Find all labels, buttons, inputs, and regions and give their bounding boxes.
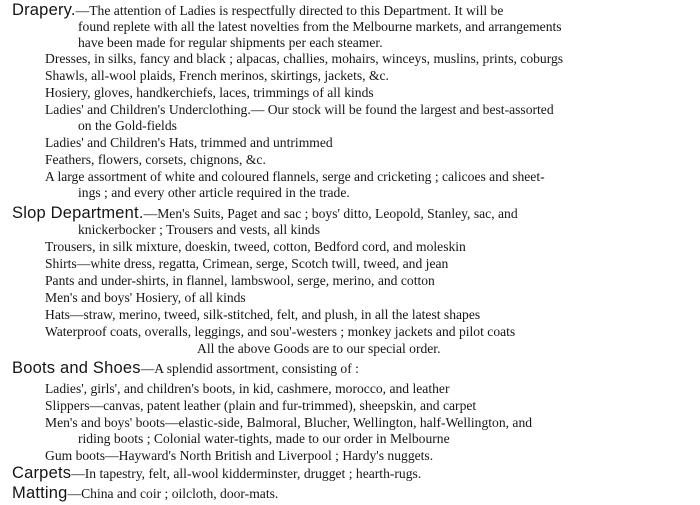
list-item: Shirts—white dress, regatta, Crimean, serge, Scotch twill, tweed, and jean — [45, 256, 449, 271]
list-item: Shawls, all-wool plaids, French merinos, skirtings, jackets, &c. — [45, 68, 389, 83]
carpets-heading-line — [12, 465, 421, 482]
section-heading: Slop Department. — [12, 204, 144, 222]
list-item: ings ; and every other article required in the trade. — [78, 185, 350, 200]
list-item: Ladies' and Children's Hats, trimmed and untrimmed — [45, 135, 333, 150]
list-item: Hosiery, gloves, handkerchiefs, laces, trimmings of all kinds — [45, 85, 374, 100]
list-item: All the above Goods are to our special order. — [197, 341, 441, 356]
list-item: Ladies' and Children's Underclothing.— Our stock will be found the largest and best-assorted — [45, 102, 554, 117]
section-heading: Boots and Shoes — [12, 359, 141, 377]
section-heading: Drapery. — [12, 1, 76, 19]
list-item: Hats—straw, merino, tweed, silk-stitched, felt, and plush, in all the latest shapes — [45, 307, 481, 322]
text-line: knickerbocker ; Trousers and vests, all kinds — [78, 222, 321, 237]
list-item: Waterproof coats, overalls, leggings, and sou'-westers ; monkey jackets and pilot coats — [45, 324, 516, 339]
list-item: Pants and under-shirts, in flannel, lambswool, serge, merino, and cotton — [45, 273, 435, 288]
matting-heading-line — [12, 485, 278, 502]
section-heading: Carpets — [12, 464, 72, 482]
list-item: Dresses, in silks, fancy and black ; alpacas, challies, mohairs, winceys, muslins, prints, coburgs — [45, 51, 564, 66]
list-item: Gum boots—Hayward's North British and Liverpool ; Hardy's nuggets. — [45, 448, 434, 463]
section-intro: —China and coir ; oilcloth, door-mats. — [67, 486, 279, 501]
section-intro: —A splendid assortment, consisting of : — [140, 361, 359, 376]
list-item: Feathers, flowers, corsets, chignons, &c. — [45, 152, 266, 167]
slop-heading-line — [12, 205, 518, 222]
list-item: Trousers, in silk mixture, doeskin, tweed, cotton, Bedford cord, and moleskin — [45, 239, 466, 254]
text-line: have been made for regular shipments per each steamer. — [78, 35, 383, 50]
drapery-heading-line — [12, 2, 503, 19]
list-item: on the Gold-fields — [78, 118, 177, 133]
boots-heading-line — [12, 360, 359, 377]
list-item: riding boots ; Colonial water-tights, made to our order in Melbourne — [78, 431, 450, 446]
list-item: Ladies', girls', and children's boots, in kid, cashmere, morocco, and leather — [45, 381, 450, 396]
section-intro: —The attention of Ladies is respectfully directed to this Department. It will be — [75, 3, 504, 18]
section-intro: —In tapestry, felt, all-wool kidderminster, drugget ; hearth-rugs. — [71, 466, 422, 481]
list-item: Men's and boys' Hosiery, of all kinds — [45, 290, 246, 305]
list-item: Men's and boys' boots—elastic-side, Balmoral, Blucher, Wellington, half-Wellington, and — [45, 415, 533, 430]
section-heading: Matting — [12, 484, 68, 502]
text-line: found replete with all the latest novelties from the Melbourne markets, and arrangements — [78, 19, 562, 34]
list-item: A large assortment of white and coloured flannels, serge and cricketing ; calicoes and sheet- — [45, 169, 545, 184]
list-item: Slippers—canvas, patent leather (plain and fur-trimmed), sheepskin, and carpet — [45, 398, 477, 413]
section-intro: —Men's Suits, Paget and sac ; boys' ditto, Leopold, Stanley, sac, and — [143, 206, 518, 221]
